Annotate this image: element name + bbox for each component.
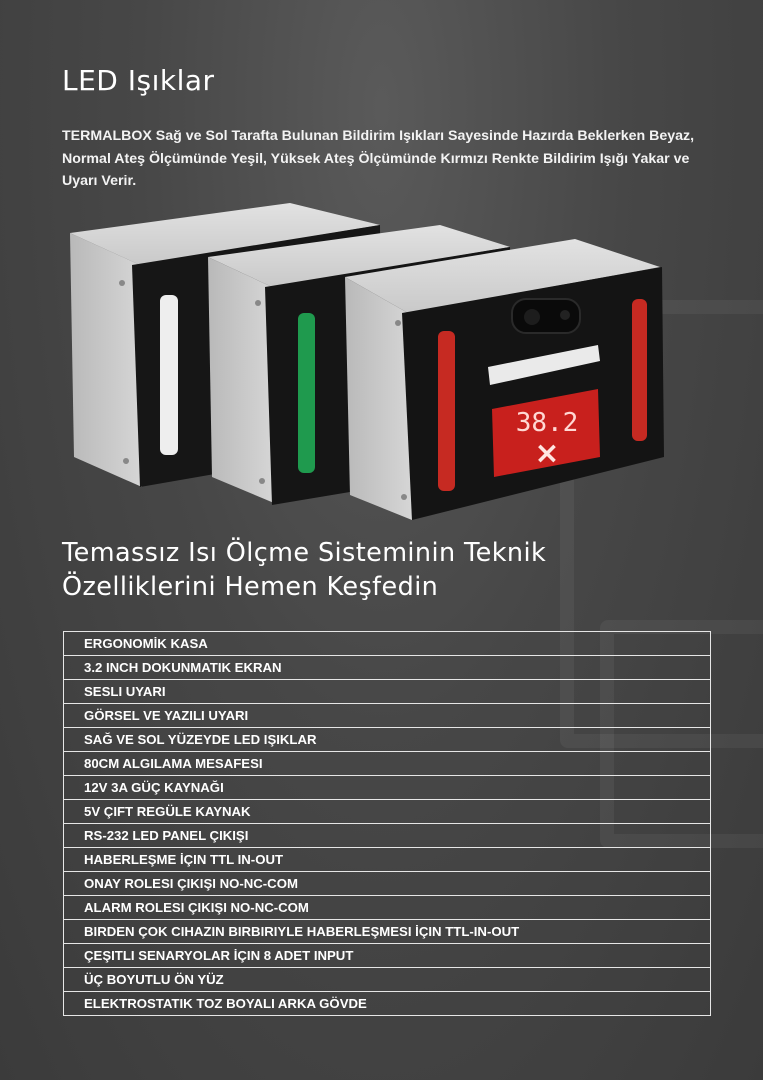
feature-row: GÖRSEL VE YAZILI UYARI [63,704,711,728]
feature-row: ERGONOMİK KASA [63,632,711,656]
features-section-title [62,536,742,604]
feature-row: ÜÇ BOYUTLU ÖN YÜZ [63,968,711,992]
technical-features-list [63,631,711,1016]
termalbox-product-image [60,195,670,525]
feature-row: 12V 3A GÜÇ KAYNAĞI [63,776,711,800]
features-title-line-1: Temassız Isı Ölçme Sisteminin Teknik [62,538,547,568]
feature-row: ELEKTROSTATIK TOZ BOYALI ARKA GÖVDE [63,992,711,1016]
alert-x-icon: × [534,436,560,471]
feature-row: SAĞ VE SOL YÜZEYDE LED IŞIKLAR [63,728,711,752]
feature-row: 80CM ALGILAMA MESAFESI [63,752,711,776]
feature-row: 3.2 INCH DOKUNMATIK EKRAN [63,656,711,680]
feature-row: SESLI UYARI [63,680,711,704]
feature-row: ÇEŞITLI SENARYOLAR İÇIN 8 ADET INPUT [63,944,711,968]
led-strip-red-right [632,299,647,441]
led-strip-white [160,295,178,455]
feature-row: ONAY ROLESI ÇIKIŞI NO-NC-COM [63,872,711,896]
feature-row: RS-232 LED PANEL ÇIKIŞI [63,824,711,848]
led-strip-red-left [438,331,455,491]
feature-row: ALARM ROLESI ÇIKIŞI NO-NC-COM [63,896,711,920]
feature-row: BIRDEN ÇOK CIHAZIN BIRBIRIYLE HABERLEŞMESI İÇIN TTL-IN-OUT [63,920,711,944]
features-title-line-2: Özelliklerini Hemen Keşfedin [62,572,439,602]
temperature-reading: 38.2 [515,408,579,438]
feature-row: HABERLEŞME İÇIN TTL IN-OUT [63,848,711,872]
led-section-title: LED Işıklar [62,64,215,97]
led-section-description: TERMALBOX Sağ ve Sol Tarafta Bulunan Bildirim Işıkları Sayesinde Hazırda Beklerken Beyaz, Normal Ateş Ölçümünde Yeşil, Yüksek Ateş Ölçümünde Kırmızı Renkte Bildirim Işığı Yakar ve Uyarı Verir. [62,128,695,189]
feature-row: 5V ÇIFT REGÜLE KAYNAK [63,800,711,824]
led-strip-green [298,313,315,473]
box-high-temp [345,239,664,520]
